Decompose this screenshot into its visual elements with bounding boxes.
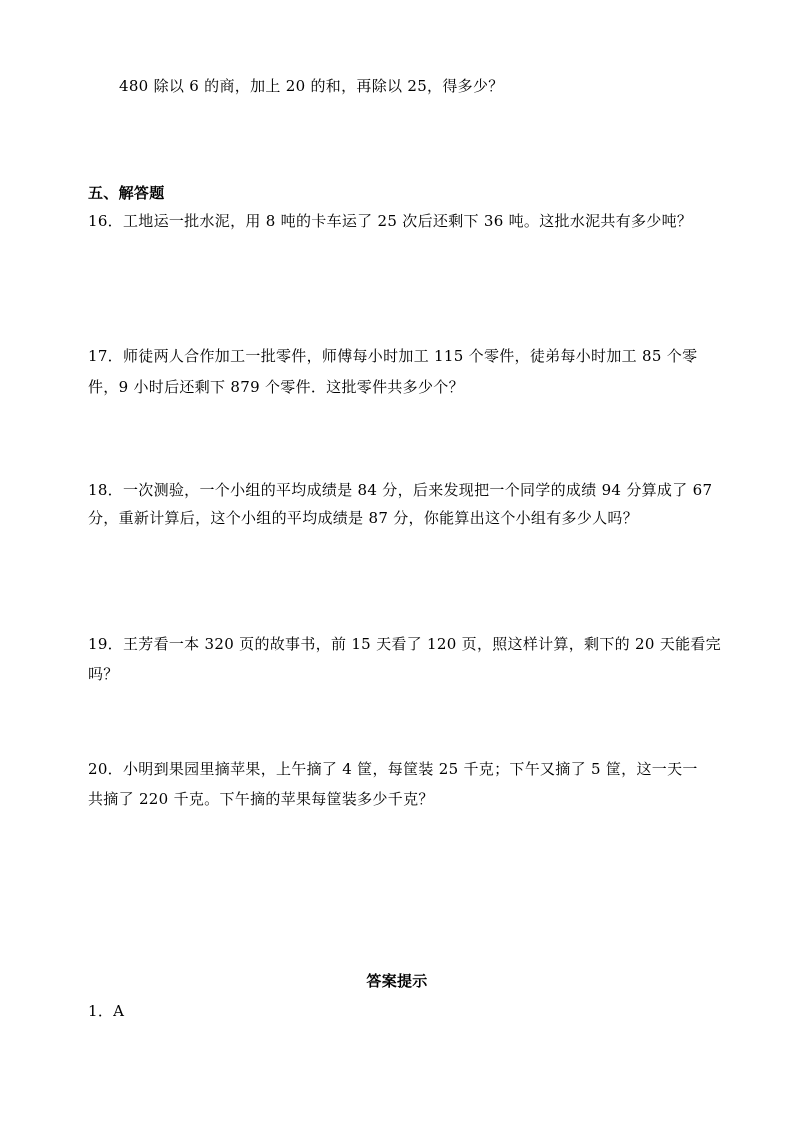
section-title: 五、解答题 bbox=[88, 184, 165, 202]
intro-problem: 480 除以 6 的商，加上 20 的和，再除以 25，得多少？ bbox=[119, 77, 504, 95]
problem-line: 19．王芳看一本 320 页的故事书，前 15 天看了 120 页，照这样计算，剩下的 20 天能看完 bbox=[88, 635, 721, 653]
problem-line: 件，9 小时后还剩下 879 个零件．这批零件共多少个？ bbox=[88, 378, 464, 396]
problem-line: 17．师徒两人合作加工一批零件，师傅每小时加工 115 个零件，徒弟每小时加工 85 个零 bbox=[88, 347, 698, 365]
answer-1: 1．A bbox=[88, 1002, 125, 1020]
problem-line: 分，重新计算后，这个小组的平均成绩是 87 分，你能算出这个小组有多少人吗？ bbox=[88, 509, 639, 527]
problem-line: 18．一次测验，一个小组的平均成绩是 84 分，后来发现把一个同学的成绩 94 分算成了 67 bbox=[88, 481, 713, 499]
problem-line: 20．小明到果园里摘苹果，上午摘了 4 筐，每筐装 25 千克；下午又摘了 5 筐，这一天一 bbox=[88, 760, 698, 778]
problem-line: 吗？ bbox=[88, 665, 119, 683]
answer-title: 答案提示 bbox=[366, 972, 428, 990]
problem-line: 16．工地运一批水泥，用 8 吨的卡车运了 25 次后还剩下 36 吨。这批水泥共有多少吨？ bbox=[88, 212, 693, 230]
problem-line: 共摘了 220 千克。下午摘的苹果每筐装多少千克？ bbox=[88, 790, 434, 808]
